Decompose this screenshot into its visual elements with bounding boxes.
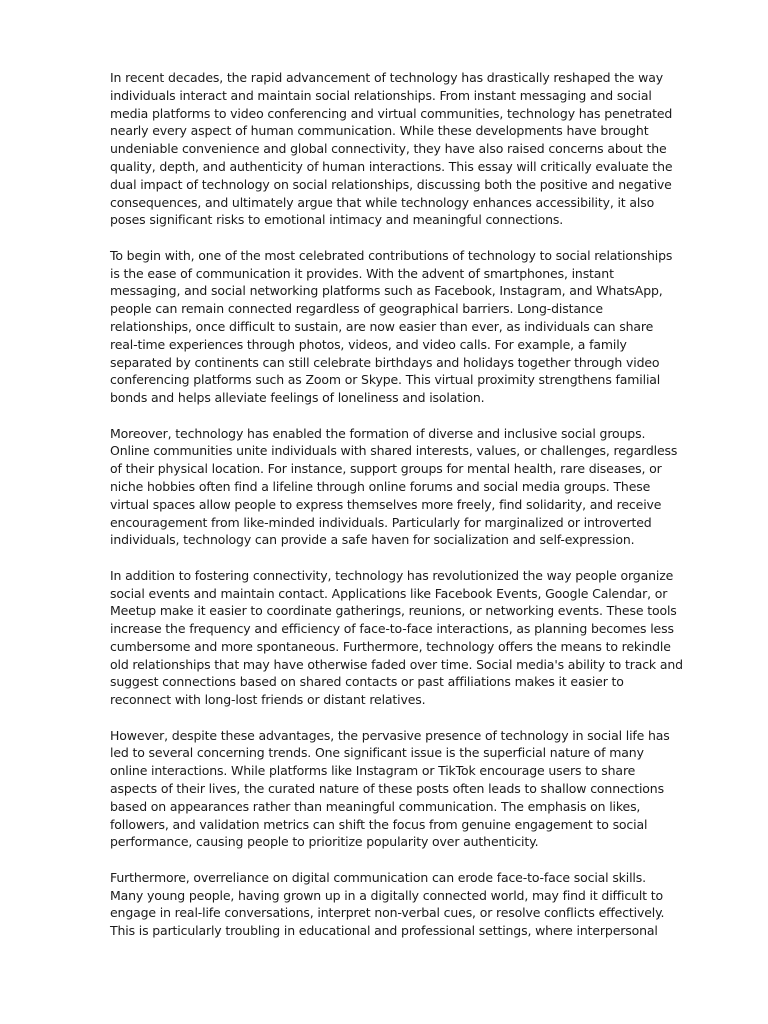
text-line: poses significant risks to emotional intimacy and meaningful connections. (110, 212, 564, 228)
text-line: reconnect with long-lost friends or distant relatives. (110, 692, 426, 708)
text-line: Moreover, technology has enabled the formation of diverse and inclusive social groups. (110, 425, 646, 441)
paragraph (110, 425, 698, 550)
text-line: This is particularly troubling in educational and professional settings, where interpersonal (110, 923, 658, 939)
text-line: of their physical location. For instance, support groups for mental health, rare diseases, or (110, 461, 662, 477)
text-line: social events and maintain contact. Applications like Facebook Events, Google Calendar, or (110, 585, 668, 601)
text-line: consequences, and ultimately argue that while technology enhances accessibility, it also (110, 194, 655, 210)
paragraph (110, 247, 698, 407)
text-line: niche hobbies often find a lifeline through online forums and social media groups. These (110, 478, 651, 494)
text-line: undeniable convenience and global connectivity, they have also raised concerns about the (110, 141, 667, 157)
text-line: based on appearances rather than meaningful communication. The emphasis on likes, (110, 798, 641, 814)
text-line: media platforms to video conferencing and virtual communities, technology has penetrated (110, 105, 673, 121)
text-line: conferencing platforms such as Zoom or Skype. This virtual proximity strengthens familial (110, 372, 661, 388)
text-line: messaging, and social networking platforms such as Facebook, Instagram, and WhatsApp, (110, 283, 663, 299)
text-line: encouragement from like-minded individuals. Particularly for marginalized or introverted (110, 514, 652, 530)
text-line: Many young people, having grown up in a digitally connected world, may find it difficult to (110, 887, 664, 903)
text-line: is the ease of communication it provides. With the advent of smartphones, instant (110, 265, 614, 281)
text-line: Furthermore, overreliance on digital communication can erode face-to-face social skills. (110, 869, 646, 885)
paragraph (110, 869, 698, 940)
text-line: Meetup make it easier to coordinate gatherings, reunions, or networking events. These tools (110, 603, 677, 619)
text-line: old relationships that may have otherwise faded over time. Social media's ability to track and (110, 656, 683, 672)
text-line: online interactions. While platforms like Instagram or TikTok encourage users to share (110, 763, 636, 779)
essay-body (110, 69, 698, 940)
text-line: Online communities unite individuals with shared interests, values, or challenges, regardless (110, 443, 678, 459)
paragraph (110, 567, 698, 709)
text-line: real-time experiences through photos, videos, and video calls. For example, a family (110, 336, 627, 352)
text-line: To begin with, one of the most celebrated contributions of technology to social relationships (110, 247, 673, 263)
text-line: engage in real-life conversations, interpret non-verbal cues, or resolve conflicts effectively. (110, 905, 665, 921)
text-line: quality, depth, and authenticity of human interactions. This essay will critically evaluate the (110, 158, 673, 174)
text-line: led to several concerning trends. One significant issue is the superficial nature of many (110, 745, 644, 761)
text-line: performance, causing people to prioritize popularity over authenticity. (110, 834, 539, 850)
text-line: relationships, once difficult to sustain, are now easier than ever, as individuals can share (110, 318, 654, 334)
text-line: increase the frequency and efficiency of face-to-face interactions, as planning becomes less (110, 621, 674, 637)
text-line: cumbersome and more spontaneous. Furthermore, technology offers the means to rekindle (110, 638, 671, 654)
text-line: separated by continents can still celebrate birthdays and holidays together through video (110, 354, 660, 370)
text-line: dual impact of technology on social relationships, discussing both the positive and negative (110, 176, 672, 192)
text-line: nearly every aspect of human communication. While these developments have brought (110, 123, 649, 139)
text-line: In addition to fostering connectivity, technology has revolutionized the way people organize (110, 567, 674, 583)
text-line: individuals interact and maintain social relationships. From instant messaging and social (110, 87, 652, 103)
paragraph (110, 69, 698, 229)
text-line: However, despite these advantages, the pervasive presence of technology in social life has (110, 727, 670, 743)
text-line: bonds and helps alleviate feelings of loneliness and isolation. (110, 390, 485, 406)
text-line: virtual spaces allow people to express themselves more freely, find solidarity, and receive (110, 496, 662, 512)
text-line: individuals, technology can provide a safe haven for socialization and self-expression. (110, 532, 635, 548)
text-line: In recent decades, the rapid advancement of technology has drastically reshaped the way (110, 70, 663, 85)
text-line: followers, and validation metrics can shift the focus from genuine engagement to social (110, 816, 648, 832)
paragraph (110, 727, 698, 852)
text-line: people can remain connected regardless of geographical barriers. Long-distance (110, 301, 603, 317)
text-line: suggest connections based on shared contacts or past affiliations makes it easier to (110, 674, 624, 690)
text-line: aspects of their lives, the curated nature of these posts often leads to shallow connections (110, 781, 664, 797)
